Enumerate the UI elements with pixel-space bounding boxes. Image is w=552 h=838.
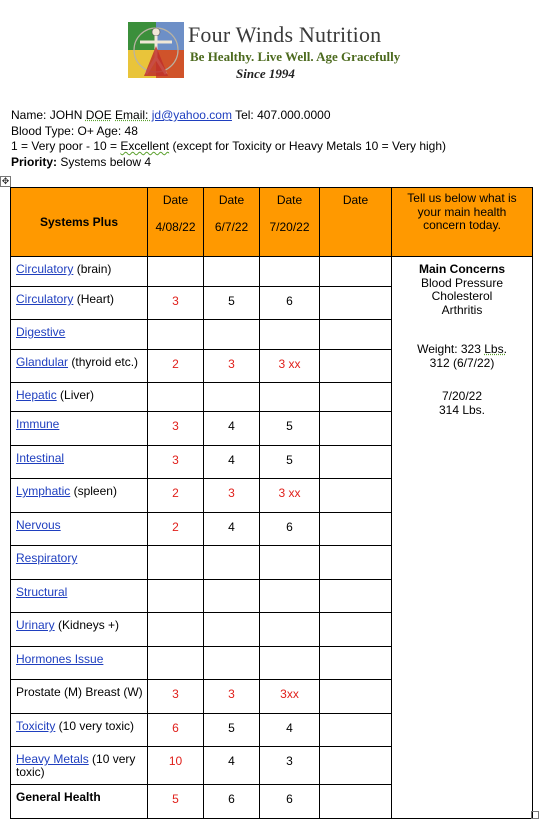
score-cell-empty (320, 412, 392, 446)
system-name-cell (11, 350, 148, 383)
score-cell (204, 546, 260, 580)
score-cell: 4 (204, 446, 260, 479)
date-value: 4/08/22 (155, 220, 196, 234)
header-date-3 (260, 188, 320, 257)
score-cell (260, 647, 320, 680)
score-cell: 3 (148, 680, 204, 714)
system-link[interactable]: Respiratory (16, 551, 78, 565)
score-cell (204, 383, 260, 412)
weight-prefix: Weight: 323 (417, 342, 485, 356)
brand-tagline: Be Healthy. Live Well. Age Gracefully (190, 49, 401, 64)
system-name-cell (11, 257, 148, 287)
score-cell: 6 (260, 287, 320, 320)
scale-note (11, 139, 446, 155)
header-date-1 (148, 188, 204, 257)
score-cell-empty (320, 257, 392, 287)
scale-suffix: (except for Toxicity or Heavy Metals 10 = Very high) (169, 139, 447, 153)
patient-first-name: JOHN (49, 108, 86, 122)
score-cell: 3 (204, 350, 260, 383)
weight-line (392, 343, 532, 357)
system-link[interactable]: Circulatory (16, 262, 74, 276)
concern-item: Cholesterol (431, 289, 493, 303)
date-label: Date (342, 193, 369, 207)
score-cell-empty (320, 714, 392, 747)
system-name-cell (11, 383, 148, 412)
score-cell: 3 xx (260, 350, 320, 383)
score-cell (148, 647, 204, 680)
email-label: Email: (115, 108, 152, 122)
system-link[interactable]: Digestive (16, 325, 66, 339)
system-name-cell (11, 320, 148, 350)
brand-since: Since 1994 (236, 66, 295, 81)
patient-info (11, 108, 446, 170)
date-label: Date (218, 193, 245, 207)
system-suffix: Prostate (M) Breast (W) (16, 685, 143, 699)
header-date-2 (204, 188, 260, 257)
score-cell (148, 383, 204, 412)
patient-line-1 (11, 108, 446, 124)
score-cell (204, 647, 260, 680)
system-name-cell (11, 479, 148, 513)
system-suffix: (Kidneys +) (54, 618, 120, 632)
system-suffix: (spleen) (70, 484, 117, 498)
system-name-cell (11, 714, 148, 747)
system-name-cell (11, 446, 148, 479)
score-cell: 3 xx (260, 479, 320, 513)
system-name-cell (11, 680, 148, 714)
system-link[interactable]: Structural (16, 585, 68, 599)
date-label: Date (162, 193, 189, 207)
brand-name: Four Winds Nutrition (188, 22, 382, 47)
score-cell: 2 (148, 479, 204, 513)
system-link[interactable]: Lymphatic (16, 484, 71, 498)
brand-logo (126, 22, 416, 84)
priority-line (11, 155, 446, 171)
score-cell-empty (320, 747, 392, 785)
system-suffix: General Health (16, 790, 101, 804)
score-cell: 3 (204, 479, 260, 513)
four-winds-logo-icon (128, 22, 184, 78)
score-cell: 4 (260, 714, 320, 747)
system-link[interactable]: Heavy Metals (16, 752, 89, 766)
score-cell (148, 320, 204, 350)
system-suffix: (Liver) (56, 388, 95, 402)
score-cell-empty (320, 680, 392, 714)
header-date-4 (320, 188, 392, 257)
score-cell: 6 (204, 785, 260, 819)
system-link[interactable]: Nervous (16, 518, 61, 532)
scale-excellent: Excellent (120, 139, 170, 153)
priority-label: Priority: (11, 154, 58, 169)
weight-3: 314 Lbs. (438, 402, 486, 417)
score-cell: 4 (204, 747, 260, 785)
system-name-cell (11, 412, 148, 446)
system-link[interactable]: Hormones Issue (16, 652, 104, 666)
score-cell (148, 546, 204, 580)
main-concerns-title: Main Concerns (418, 262, 505, 276)
score-cell (204, 613, 260, 647)
score-cell (148, 257, 204, 287)
system-link[interactable]: Immune (16, 417, 60, 431)
weight-2: 312 (6/7/22) (429, 355, 495, 370)
score-cell: 3 (260, 747, 320, 785)
system-name-cell (11, 546, 148, 580)
score-cell (204, 320, 260, 350)
system-link[interactable]: Urinary (16, 618, 55, 632)
priority-value: Systems below 4 (57, 154, 152, 169)
concern-item: Blood Pressure (420, 275, 504, 290)
patient-tel: Tel: 407.000.0000 (231, 108, 331, 122)
date-value: 7/20/22 (269, 220, 310, 234)
concern-item: Arthritis (441, 302, 483, 317)
score-cell: 2 (148, 350, 204, 383)
system-link[interactable]: Intestinal (16, 451, 65, 465)
date-value: 6/7/22 (214, 220, 249, 234)
system-link[interactable]: Hepatic (16, 388, 57, 402)
score-cell (148, 613, 204, 647)
score-cell: 5 (204, 714, 260, 747)
score-cell-empty (320, 446, 392, 479)
score-cell-empty (320, 383, 392, 412)
scale-prefix: 1 = Very poor - 10 = (11, 139, 121, 153)
score-cell: 4 (204, 513, 260, 546)
score-cell: 5 (204, 287, 260, 320)
score-cell-empty (320, 785, 392, 819)
score-cell-empty (320, 479, 392, 513)
system-name-cell (11, 785, 148, 819)
score-cell (260, 580, 320, 613)
score-cell (260, 320, 320, 350)
score-cell: 5 (148, 785, 204, 819)
system-name-cell (11, 287, 148, 320)
system-name-cell (11, 513, 148, 546)
score-cell-empty (320, 546, 392, 580)
date-label: Date (276, 193, 303, 207)
score-cell (260, 383, 320, 412)
table-resize-handle[interactable] (531, 811, 539, 819)
weight-unit: Lbs. (484, 342, 507, 356)
email-link[interactable]: jd@yahoo.com (151, 108, 232, 122)
score-cell: 6 (260, 513, 320, 546)
table-header-row (11, 188, 533, 257)
score-cell: 3 (148, 446, 204, 479)
system-suffix: (brain) (73, 262, 112, 276)
system-suffix: (10 very toxic) (55, 719, 135, 733)
system-link[interactable]: Glandular (16, 355, 69, 369)
header-tell-us: Tell us below what is your main health concern today. (392, 188, 533, 257)
header-systems-plus: Systems Plus (11, 188, 148, 257)
score-cell: 6 (260, 785, 320, 819)
patient-line-2: Blood Type: O+ Age: 48 (11, 123, 138, 138)
score-cell: 10 (148, 747, 204, 785)
score-cell: 5 (260, 412, 320, 446)
name-label: Name: (11, 108, 50, 122)
score-cell-empty (320, 513, 392, 546)
system-suffix: (10 very toxic) (16, 752, 136, 779)
concern-date-3: 7/20/22 (441, 389, 483, 403)
score-cell-empty (320, 350, 392, 383)
score-cell: 3 (148, 412, 204, 446)
system-name-cell (11, 747, 148, 785)
main-concerns-cell (392, 257, 533, 819)
system-name-cell (11, 613, 148, 647)
score-cell (148, 580, 204, 613)
score-cell: 3 (148, 287, 204, 320)
score-cell: 5 (260, 446, 320, 479)
system-link[interactable]: Circulatory (16, 292, 74, 306)
score-cell-empty (320, 613, 392, 647)
system-suffix: (Heart) (73, 292, 115, 306)
system-suffix: (thyroid etc.) (68, 355, 139, 369)
systems-table (10, 187, 533, 819)
score-cell-empty (320, 580, 392, 613)
patient-last-name: DOE (85, 108, 112, 122)
score-cell: 3 (204, 680, 260, 714)
score-cell (204, 257, 260, 287)
score-cell: 3xx (260, 680, 320, 714)
score-cell: 2 (148, 513, 204, 546)
score-cell: 6 (148, 714, 204, 747)
score-cell (204, 580, 260, 613)
score-cell-empty (320, 647, 392, 680)
table-move-handle-icon[interactable]: ✥ (1, 176, 10, 186)
system-name-cell (11, 647, 148, 680)
score-cell-empty (320, 320, 392, 350)
system-name-cell (11, 580, 148, 613)
score-cell (260, 613, 320, 647)
score-cell (260, 546, 320, 580)
score-cell-empty (320, 287, 392, 320)
score-cell: 4 (204, 412, 260, 446)
table-row (11, 257, 533, 287)
score-cell (260, 257, 320, 287)
system-link[interactable]: Toxicity (16, 719, 56, 733)
